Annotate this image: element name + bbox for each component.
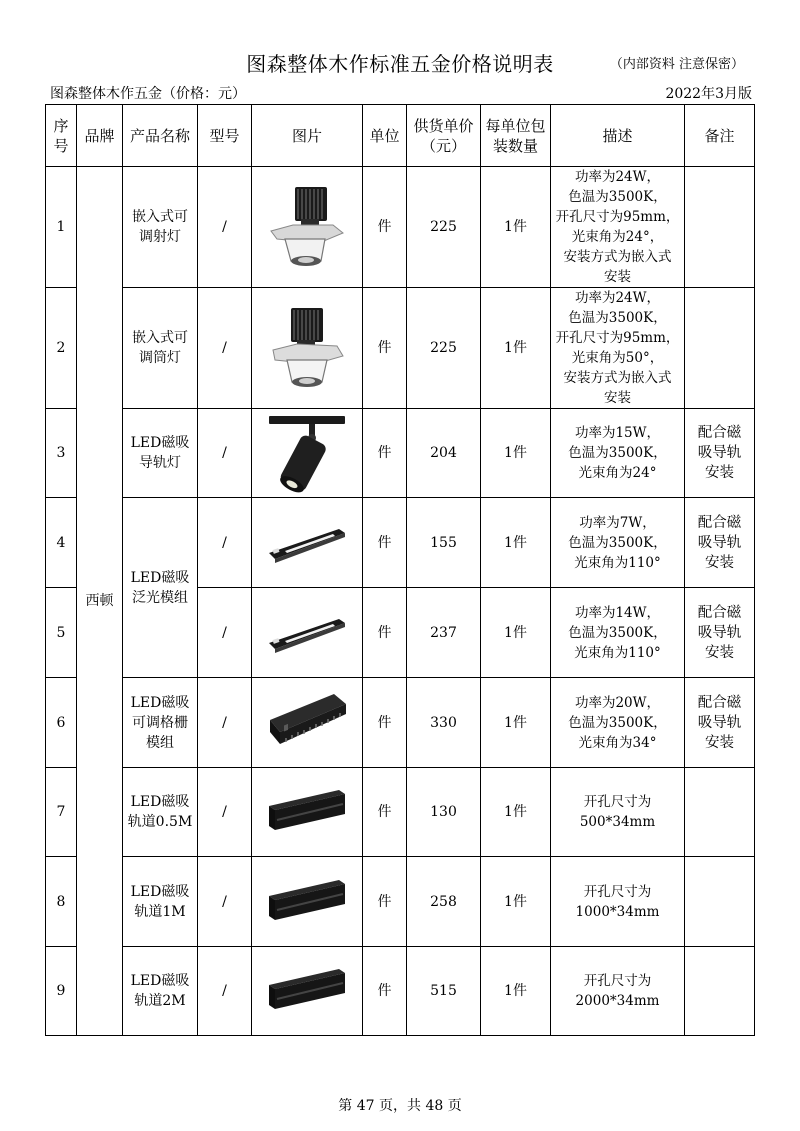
product-image (252, 588, 363, 678)
note-cell (685, 947, 755, 1036)
col-header-image: 图片 (252, 105, 363, 167)
price-cell: 130 (407, 768, 481, 857)
product-name: LED磁吸 轨道1M (123, 857, 198, 947)
row-number: 9 (46, 947, 77, 1036)
unit-cell: 件 (363, 498, 407, 588)
table-row (46, 498, 755, 588)
model-cell: / (198, 409, 252, 498)
row-number: 3 (46, 409, 77, 498)
note-cell (685, 167, 755, 288)
confidential-note: （内部资料 注意保密） (609, 57, 744, 72)
description-cell: 功率为24W， 色温为3500K， 开孔尺寸为95mm， 光束角为24°， 安装方式为嵌入式 安装 (551, 167, 685, 288)
col-header-seq: 序 号 (46, 105, 77, 167)
price-cell: 237 (407, 588, 481, 678)
col-header-pack: 每单位包 装数量 (481, 105, 551, 167)
row-number: 7 (46, 768, 77, 857)
note-cell: 配合磁 吸导轨 安装 (685, 678, 755, 768)
note-cell: 配合磁 吸导轨 安装 (685, 498, 755, 588)
price-cell: 225 (407, 167, 481, 288)
table-header-row (46, 105, 755, 167)
row-number: 5 (46, 588, 77, 678)
magnetic-track-icon (265, 788, 349, 836)
track-spotlight-icon (265, 412, 349, 494)
price-cell: 204 (407, 409, 481, 498)
table-row (46, 288, 755, 409)
pack-cell: 1件 (481, 947, 551, 1036)
description-cell: 开孔尺寸为 1000*34mm (551, 857, 685, 947)
pack-cell: 1件 (481, 588, 551, 678)
price-cell: 155 (407, 498, 481, 588)
magnetic-track-icon (265, 967, 349, 1015)
unit-cell: 件 (363, 588, 407, 678)
pack-cell: 1件 (481, 409, 551, 498)
description-cell: 功率为14W， 色温为3500K， 光束角为110° (551, 588, 685, 678)
product-name: LED磁吸 轨道2M (123, 947, 198, 1036)
description-cell: 功率为15W， 色温为3500K， 光束角为24° (551, 409, 685, 498)
model-cell: / (198, 768, 252, 857)
unit-cell: 件 (363, 947, 407, 1036)
unit-cell: 件 (363, 857, 407, 947)
unit-cell: 件 (363, 409, 407, 498)
document-title: 图森整体木作标准五金价格说明表 (246, 52, 554, 76)
description-cell: 开孔尺寸为 500*34mm (551, 768, 685, 857)
col-header-name: 产品名称 (123, 105, 198, 167)
table-row (46, 678, 755, 768)
row-number: 2 (46, 288, 77, 409)
product-image (252, 947, 363, 1036)
product-image (252, 678, 363, 768)
col-header-price: 供货单价 （元） (407, 105, 481, 167)
table-row (46, 167, 755, 288)
unit-cell: 件 (363, 167, 407, 288)
table-row (46, 409, 755, 498)
pack-cell: 1件 (481, 768, 551, 857)
unit-cell: 件 (363, 678, 407, 768)
product-image (252, 167, 363, 288)
grille-module-icon (264, 690, 350, 756)
row-number: 4 (46, 498, 77, 588)
note-cell (685, 768, 755, 857)
product-image (252, 857, 363, 947)
product-name: LED磁吸 导轨灯 (123, 409, 198, 498)
price-table (45, 104, 755, 1036)
magnetic-track-icon (265, 878, 349, 926)
linear-flood-module-icon (265, 613, 349, 653)
product-image (252, 498, 363, 588)
col-header-desc: 描述 (551, 105, 685, 167)
model-cell: / (198, 288, 252, 409)
col-header-model: 型号 (198, 105, 252, 167)
brand-cell: 西顿 (77, 167, 123, 1036)
downlight-icon (267, 306, 347, 390)
description-cell: 开孔尺寸为 2000*34mm (551, 947, 685, 1036)
price-cell: 225 (407, 288, 481, 409)
price-unit-caption: 图森整体木作五金（价格：元） (50, 86, 246, 102)
price-cell: 330 (407, 678, 481, 768)
unit-cell: 件 (363, 768, 407, 857)
row-number: 1 (46, 167, 77, 288)
pack-cell: 1件 (481, 498, 551, 588)
product-name: LED磁吸 泛光模组 (123, 498, 198, 678)
col-header-unit: 单位 (363, 105, 407, 167)
pack-cell: 1件 (481, 288, 551, 409)
row-number: 8 (46, 857, 77, 947)
description-cell: 功率为7W， 色温为3500K， 光束角为110° (551, 498, 685, 588)
note-cell (685, 288, 755, 409)
model-cell: / (198, 588, 252, 678)
note-cell: 配合磁 吸导轨 安装 (685, 588, 755, 678)
description-cell: 功率为20W， 色温为3500K， 光束角为34° (551, 678, 685, 768)
table-row (46, 947, 755, 1036)
product-image (252, 768, 363, 857)
product-image (252, 409, 363, 498)
product-name: 嵌入式可 调射灯 (123, 167, 198, 288)
model-cell: / (198, 167, 252, 288)
col-header-brand: 品牌 (77, 105, 123, 167)
note-cell: 配合磁 吸导轨 安装 (685, 409, 755, 498)
unit-cell: 件 (363, 288, 407, 409)
model-cell: / (198, 678, 252, 768)
page-footer: 第 47 页，共 48 页 (338, 1098, 462, 1114)
price-cell: 515 (407, 947, 481, 1036)
col-header-note: 备注 (685, 105, 755, 167)
price-cell: 258 (407, 857, 481, 947)
pack-cell: 1件 (481, 167, 551, 288)
model-cell: / (198, 947, 252, 1036)
linear-flood-module-icon (265, 523, 349, 563)
note-cell (685, 857, 755, 947)
table-row (46, 768, 755, 857)
product-image (252, 288, 363, 409)
product-name: LED磁吸 可调格栅 模组 (123, 678, 198, 768)
row-number: 6 (46, 678, 77, 768)
model-cell: / (198, 498, 252, 588)
description-cell: 功率为24W， 色温为3500K， 开孔尺寸为95mm， 光束角为50°， 安装方式为嵌入式 安装 (551, 288, 685, 409)
pack-cell: 1件 (481, 857, 551, 947)
downlight-icon (267, 185, 347, 269)
pack-cell: 1件 (481, 678, 551, 768)
product-name: LED磁吸 轨道0.5M (123, 768, 198, 857)
edition-label: 2022年3月版 (665, 86, 752, 102)
table-row (46, 857, 755, 947)
model-cell: / (198, 857, 252, 947)
product-name: 嵌入式可 调筒灯 (123, 288, 198, 409)
